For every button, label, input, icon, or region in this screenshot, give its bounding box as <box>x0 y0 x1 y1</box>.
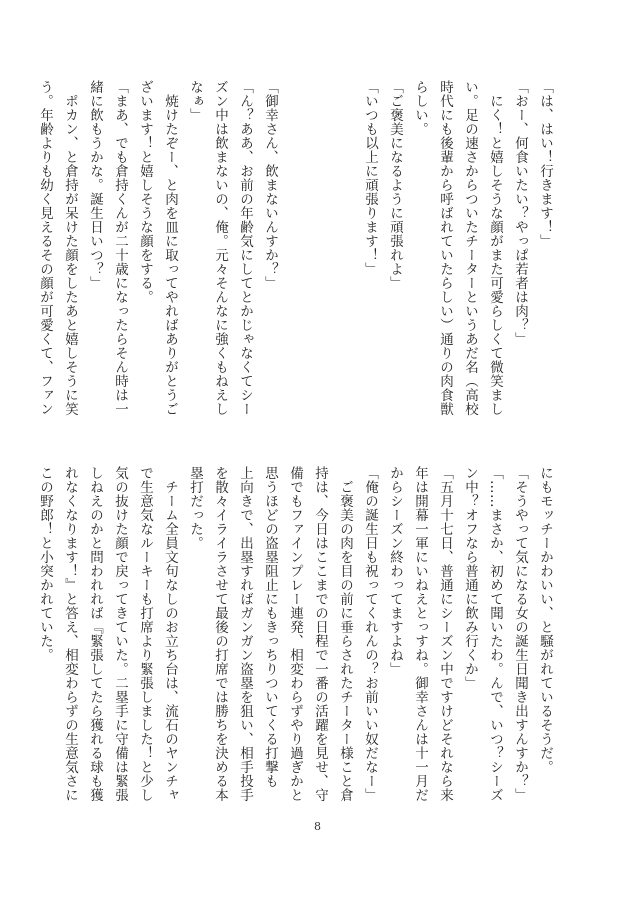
page-number: 8 <box>314 820 321 833</box>
lower-text-block <box>37 466 557 802</box>
text-line: にもモッチーかわいい、と騒がれているそうだ。 <box>537 466 553 774</box>
text-line: 気の抜けた顔で戻ってきていた。二塁手に守備は緊張 <box>112 466 128 802</box>
text-line: この野郎！と小突かれていた。 <box>37 466 53 662</box>
text-line: 思うほどの盗塁阻止にもきっちりついてくる打撃も <box>262 466 278 788</box>
text-line: しねえのかと問われれば『緊張してたら獲れる球も獲 <box>87 466 103 802</box>
text-line <box>307 80 332 405</box>
text-line: 「俺の誕生日も祝ってくれんの？お前いい奴だなー」 <box>362 466 378 802</box>
text-line: 緒に飲もうかな。誕生日いつ？」 <box>87 80 103 290</box>
text-line: 年は開幕一軍にいねえとっすね。御幸さんは十一月だ <box>412 466 428 802</box>
text-line: 「御幸さん、飲まないんすか？」 <box>262 80 278 290</box>
text-line: ご褒美の肉を目の前に垂らされたチーター様こと倉 <box>337 466 353 802</box>
text-line: 「五月十七日、普通にシーズン中ですけどそれなら来 <box>437 466 453 802</box>
text-line: 焼けたぞー、と肉を皿に取ってやればありがとうご <box>162 80 178 416</box>
text-line: う。年齢よりも幼く見えるその顔が可愛くて、ファン <box>37 80 53 416</box>
upper-text-block <box>37 80 557 416</box>
text-line: れなくなります！』と答え、相変わらずの生意気さに <box>62 466 78 802</box>
text-line: 「そうやって気になる女の誕生日聞き出すんすか？」 <box>512 466 528 802</box>
text-line: なぁ」 <box>187 80 203 122</box>
text-line: 「まあ、でも倉持くんが二十歳になったらそん時は一 <box>112 80 128 416</box>
text-line: チーム全員文句なしのお立ち台は、流石のヤンチャ <box>162 466 178 802</box>
text-line: 持は、今日はここまでの日程で一番の活躍を見せ、守 <box>312 466 328 802</box>
text-line: からシーズン終わってますよね」 <box>387 466 403 676</box>
text-line: らしい。 <box>412 80 428 136</box>
text-line: を散々イライラさせて最後の打席では勝ちを決める本 <box>212 466 228 802</box>
text-line: ざいます！と嬉しそうな顔をする。 <box>137 80 153 304</box>
text-line: 「……まさか、初めて聞いたわ。んで、いつ？シーズ <box>487 466 503 802</box>
text-line: 塁打だった。 <box>187 466 203 550</box>
text-line: 「おー、何食いたい？やっぱ若者は肉？」 <box>512 80 528 346</box>
text-line: ポカン、と倉持が呆けた顔をしたあと嬉しそうに笑 <box>62 80 78 416</box>
text-line <box>332 80 357 405</box>
text-line: ズン中は飲まないの、俺。元々そんなに強くもねえし <box>212 80 228 416</box>
text-line: 「いつも以上に頑張ります！」 <box>362 80 378 276</box>
text-line: 備でもファインプレー連発、相変わらずやり過ぎかと <box>287 466 303 802</box>
text-line: で生意気なルーキーも打席より緊張しました！と少し <box>137 466 153 802</box>
text-line: 「は、はい！行きます！」 <box>537 80 553 248</box>
text-line: 時代にも後輩から呼ばれていたらしい）通りの肉食獣 <box>437 80 453 416</box>
text-line: ン中？オフなら普通に飲み行くか」 <box>462 466 478 690</box>
text-line: い。足の速さからついたチーターというあだ名（高校 <box>462 80 478 416</box>
text-line: 上向きで、出塁すればガンガン盗塁を狙い、相手投手 <box>237 466 253 802</box>
text-line <box>282 80 307 405</box>
text-line: 「ご褒美になるように頑張れよ」 <box>387 80 403 290</box>
text-line: にく！と嬉しそうな顔がまた可愛らしくて微笑まし <box>487 80 503 416</box>
text-line: 「ん？ああ、お前の年齢気にしてとかじゃなくてシー <box>237 80 253 416</box>
